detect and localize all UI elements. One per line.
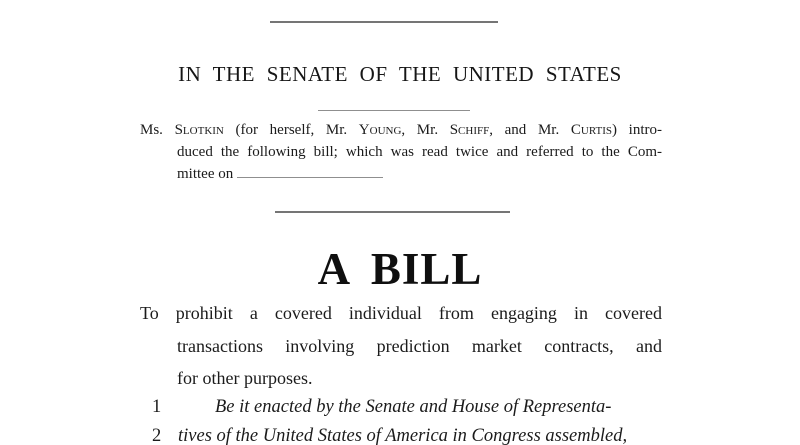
text-segment: Ms. <box>140 122 175 138</box>
text-segment: Slotkin <box>174 122 224 138</box>
text-segment: duced the following bill; which was read twice and referred to the Com- <box>177 144 662 160</box>
text-segment: Curtis <box>570 122 612 138</box>
bill-title: A BILL <box>317 244 483 294</box>
bill-text <box>152 393 664 445</box>
purpose-line <box>140 362 662 395</box>
line-text: Be it enacted by the Senate and House of Representa- <box>215 397 612 417</box>
text-segment: ) intro- <box>612 122 662 138</box>
purpose-line <box>140 297 662 330</box>
introduction-line <box>140 163 662 185</box>
purpose-paragraph <box>140 297 662 395</box>
text-segment: Schiff <box>449 122 490 138</box>
purpose-line <box>140 330 662 363</box>
introduction-line <box>140 119 662 141</box>
introduction-line <box>140 141 662 163</box>
introduction-paragraph <box>140 119 662 185</box>
top-separator-rule <box>270 21 498 23</box>
text-segment: , Mr. <box>401 122 450 138</box>
text-segment: transactions involving prediction market contracts, and <box>177 335 662 356</box>
text-segment: To prohibit a covered individual from engaging in covered <box>140 303 662 323</box>
text-segment: Young <box>358 122 402 138</box>
text-segment: mittee on <box>177 166 237 182</box>
mid-separator-rule <box>275 211 510 213</box>
thin-separator-rule <box>318 110 470 111</box>
line-number: 1 <box>152 397 162 417</box>
senate-heading: IN THE SENATE OF THE UNITED STATES <box>178 62 622 86</box>
line-text: tives of the United States of America in Congress assembled, <box>178 426 628 445</box>
line-number: 2 <box>152 426 162 445</box>
text-segment: for other purposes. <box>177 368 313 388</box>
text-segment: , and Mr. <box>489 122 571 138</box>
text-segment: (for herself, Mr. <box>223 122 359 138</box>
bill-text-line <box>152 422 664 445</box>
bill-text-line <box>152 393 664 422</box>
committee-name-blank <box>237 177 383 178</box>
